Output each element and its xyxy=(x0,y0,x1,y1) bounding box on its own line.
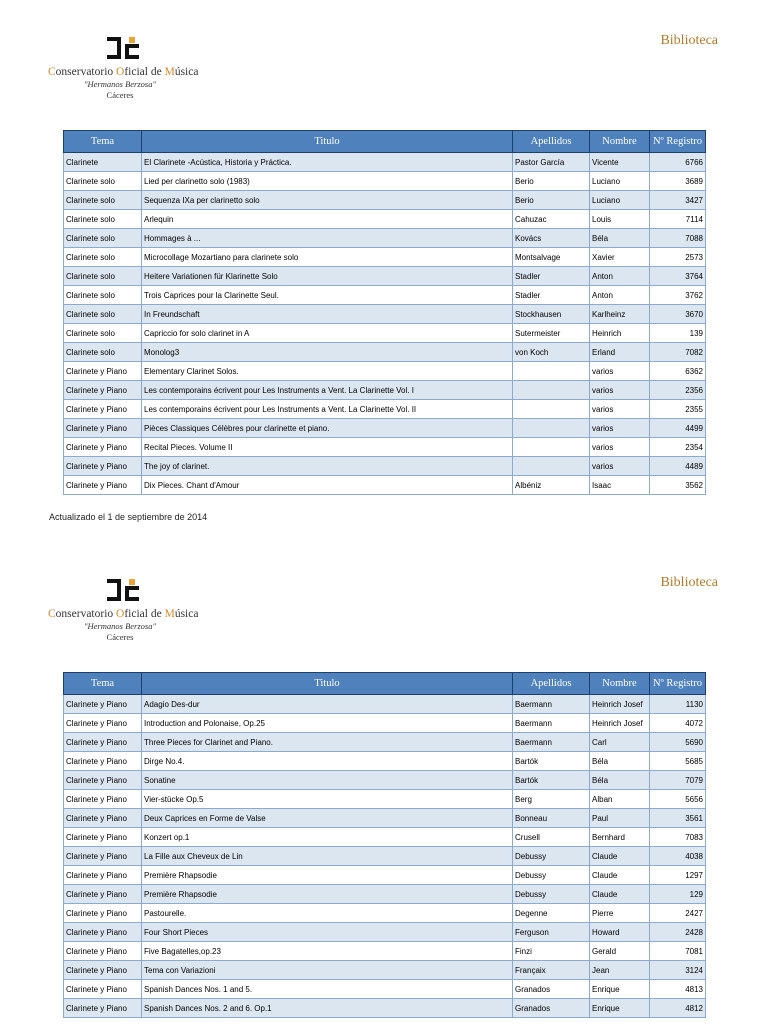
cell-titulo: La Fille aux Cheveux de Lin xyxy=(142,847,513,866)
cell-nombre: Xavier xyxy=(590,248,650,267)
cell-nombre: varios xyxy=(590,400,650,419)
cell-apellidos: Stadler xyxy=(513,286,590,305)
cell-titulo: Hommages à ... xyxy=(142,229,513,248)
cell-apellidos xyxy=(513,381,590,400)
cell-tema: Clarinete xyxy=(64,153,142,172)
cell-nombre: Paul xyxy=(590,809,650,828)
cell-nombre: Alban xyxy=(590,790,650,809)
cell-titulo: Sequenza IXa per clarinetto solo xyxy=(142,191,513,210)
cell-tema: Clarinete y Piano xyxy=(64,381,142,400)
cell-registro: 2354 xyxy=(650,438,706,457)
cell-nombre: Enrique xyxy=(590,980,650,999)
cell-tema: Clarinete solo xyxy=(64,343,142,362)
table-row xyxy=(64,476,706,495)
table-row xyxy=(64,809,706,828)
cell-apellidos: Ferguson xyxy=(513,923,590,942)
cell-registro: 7088 xyxy=(650,229,706,248)
cell-nombre: Béla xyxy=(590,771,650,790)
table-row xyxy=(64,961,706,980)
cell-tema: Clarinete y Piano xyxy=(64,419,142,438)
cell-registro: 3562 xyxy=(650,476,706,495)
cell-tema: Clarinete y Piano xyxy=(64,695,142,714)
cell-titulo: Three Pieces for Clarinet and Piano. xyxy=(142,733,513,752)
cell-apellidos: Sutermeister xyxy=(513,324,590,343)
cell-registro: 6766 xyxy=(650,153,706,172)
cell-titulo: Introduction and Polonaise, Op.25 xyxy=(142,714,513,733)
cell-registro: 2427 xyxy=(650,904,706,923)
cell-nombre: Claude xyxy=(590,866,650,885)
column-header-tema: Tema xyxy=(64,673,142,695)
cell-registro: 7081 xyxy=(650,942,706,961)
cell-titulo: Spanish Dances Nos. 1 and 5. xyxy=(142,980,513,999)
org-subname: "Hermanos Berzosa" xyxy=(83,621,157,631)
cell-registro: 4499 xyxy=(650,419,706,438)
cell-apellidos: Baermann xyxy=(513,695,590,714)
cell-nombre: varios xyxy=(590,438,650,457)
cell-titulo: Five Bagatelles,op.23 xyxy=(142,942,513,961)
cell-tema: Clarinete y Piano xyxy=(64,476,142,495)
table-row xyxy=(64,267,706,286)
cell-nombre: Bernhard xyxy=(590,828,650,847)
cell-tema: Clarinete y Piano xyxy=(64,923,142,942)
cell-tema: Clarinete y Piano xyxy=(64,714,142,733)
cell-registro: 4489 xyxy=(650,457,706,476)
cell-titulo: In Freundschaft xyxy=(142,305,513,324)
cell-nombre: Luciano xyxy=(590,191,650,210)
table-row xyxy=(64,923,706,942)
cell-apellidos: Stockhausen xyxy=(513,305,590,324)
cell-tema: Clarinete y Piano xyxy=(64,999,142,1018)
cell-titulo: Elementary Clarinet Solos. xyxy=(142,362,513,381)
cell-titulo: Deux Caprices en Forme de Valse xyxy=(142,809,513,828)
table-row xyxy=(64,733,706,752)
cell-apellidos: Bonneau xyxy=(513,809,590,828)
cell-registro: 4072 xyxy=(650,714,706,733)
cell-tema: Clarinete solo xyxy=(64,229,142,248)
table-row xyxy=(64,229,706,248)
cell-registro: 129 xyxy=(650,885,706,904)
org-city: Cáceres xyxy=(106,90,134,100)
table-row xyxy=(64,866,706,885)
cell-nombre: Claude xyxy=(590,885,650,904)
cell-titulo: Recital Pieces. Volume II xyxy=(142,438,513,457)
cell-registro: 2428 xyxy=(650,923,706,942)
cell-apellidos: Albéniz xyxy=(513,476,590,495)
column-header-nombre: Nombre xyxy=(590,673,650,695)
table-row xyxy=(64,362,706,381)
column-header-apellidos: Apellidos xyxy=(513,131,590,153)
cell-registro: 6362 xyxy=(650,362,706,381)
table-header-row xyxy=(64,673,706,695)
cell-nombre: varios xyxy=(590,457,650,476)
cell-nombre: Béla xyxy=(590,229,650,248)
logo-mark-icon xyxy=(107,37,139,61)
cell-apellidos xyxy=(513,457,590,476)
cell-apellidos: Bartók xyxy=(513,771,590,790)
table-row xyxy=(64,381,706,400)
catalog-table xyxy=(63,130,706,495)
cell-tema: Clarinete solo xyxy=(64,286,142,305)
cell-tema: Clarinete y Piano xyxy=(64,828,142,847)
cell-tema: Clarinete y Piano xyxy=(64,790,142,809)
cell-titulo: Vier-stücke Op.5 xyxy=(142,790,513,809)
cell-apellidos: Berg xyxy=(513,790,590,809)
cell-nombre: Heinrich Josef xyxy=(590,714,650,733)
cell-registro: 3561 xyxy=(650,809,706,828)
cell-titulo: Première Rhapsodie xyxy=(142,885,513,904)
cell-tema: Clarinete y Piano xyxy=(64,885,142,904)
cell-apellidos: Debussy xyxy=(513,866,590,885)
cell-titulo: Spanish Dances Nos. 2 and 6. Op.1 xyxy=(142,999,513,1018)
org-name: Conservatorio Oficial de Música xyxy=(48,66,199,78)
cell-nombre: Isaac xyxy=(590,476,650,495)
table-row xyxy=(64,790,706,809)
cell-titulo: Heitere Variationen für Klarinette Solo xyxy=(142,267,513,286)
cell-apellidos: Cahuzac xyxy=(513,210,590,229)
cell-apellidos: Stadler xyxy=(513,267,590,286)
cell-apellidos: Baermann xyxy=(513,714,590,733)
cell-apellidos: Baermann xyxy=(513,733,590,752)
cell-nombre: Carl xyxy=(590,733,650,752)
cell-titulo: Arlequin xyxy=(142,210,513,229)
cell-apellidos: von Koch xyxy=(513,343,590,362)
cell-apellidos: Kovács xyxy=(513,229,590,248)
cell-apellidos: Pastor García xyxy=(513,153,590,172)
cell-titulo: Dirge No.4. xyxy=(142,752,513,771)
table-row xyxy=(64,438,706,457)
cell-apellidos: Granados xyxy=(513,999,590,1018)
table-row xyxy=(64,191,706,210)
cell-registro: 1130 xyxy=(650,695,706,714)
table-row xyxy=(64,419,706,438)
cell-apellidos xyxy=(513,362,590,381)
table-row xyxy=(64,752,706,771)
cell-registro: 7082 xyxy=(650,343,706,362)
cell-nombre: Claude xyxy=(590,847,650,866)
cell-tema: Clarinete y Piano xyxy=(64,961,142,980)
cell-registro: 7083 xyxy=(650,828,706,847)
cell-registro: 3670 xyxy=(650,305,706,324)
cell-registro: 4812 xyxy=(650,999,706,1018)
cell-apellidos: Montsalvage xyxy=(513,248,590,267)
logo-mark-icon xyxy=(107,579,139,603)
cell-apellidos: Bartók xyxy=(513,752,590,771)
column-header-registro: Nº Registro xyxy=(650,131,706,153)
cell-titulo: Four Short Pieces xyxy=(142,923,513,942)
column-header-titulo: Titulo xyxy=(142,131,513,153)
cell-nombre: Howard xyxy=(590,923,650,942)
table-row xyxy=(64,904,706,923)
cell-tema: Clarinete y Piano xyxy=(64,847,142,866)
cell-apellidos: Crusell xyxy=(513,828,590,847)
table-row xyxy=(64,153,706,172)
column-header-nombre: Nombre xyxy=(590,131,650,153)
cell-registro: 3764 xyxy=(650,267,706,286)
cell-nombre: Enrique xyxy=(590,999,650,1018)
cell-titulo: Adagio Des-dur xyxy=(142,695,513,714)
cell-nombre: Vicente xyxy=(590,153,650,172)
column-header-apellidos: Apellidos xyxy=(513,673,590,695)
table-row xyxy=(64,172,706,191)
table-row xyxy=(64,248,706,267)
cell-nombre: Jean xyxy=(590,961,650,980)
org-name: Conservatorio Oficial de Música xyxy=(48,608,199,620)
cell-apellidos: Granados xyxy=(513,980,590,999)
table-row xyxy=(64,400,706,419)
cell-titulo: Dix Pieces. Chant d'Amour xyxy=(142,476,513,495)
cell-tema: Clarinete y Piano xyxy=(64,866,142,885)
cell-tema: Clarinete y Piano xyxy=(64,980,142,999)
catalog-table xyxy=(63,672,706,1018)
cell-apellidos: Debussy xyxy=(513,847,590,866)
cell-nombre: Erland xyxy=(590,343,650,362)
cell-titulo: Monolog3 xyxy=(142,343,513,362)
cell-tema: Clarinete solo xyxy=(64,267,142,286)
table-row xyxy=(64,714,706,733)
cell-nombre: Pierre xyxy=(590,904,650,923)
table-header-row xyxy=(64,131,706,153)
cell-tema: Clarinete y Piano xyxy=(64,771,142,790)
cell-registro: 139 xyxy=(650,324,706,343)
cell-tema: Clarinete solo xyxy=(64,210,142,229)
cell-titulo: Les contemporains écrivent pour Les Instruments a Vent. La Clarinette Vol. II xyxy=(142,400,513,419)
table-row xyxy=(64,828,706,847)
cell-registro: 3124 xyxy=(650,961,706,980)
cell-registro: 3762 xyxy=(650,286,706,305)
column-header-tema: Tema xyxy=(64,131,142,153)
cell-tema: Clarinete y Piano xyxy=(64,809,142,828)
table-row xyxy=(64,942,706,961)
table-row xyxy=(64,343,706,362)
cell-nombre: Karlheinz xyxy=(590,305,650,324)
cell-apellidos: Françaix xyxy=(513,961,590,980)
cell-nombre: Luciano xyxy=(590,172,650,191)
cell-apellidos xyxy=(513,419,590,438)
table-row xyxy=(64,305,706,324)
cell-registro: 5690 xyxy=(650,733,706,752)
cell-registro: 5656 xyxy=(650,790,706,809)
org-subname: "Hermanos Berzosa" xyxy=(83,79,157,89)
cell-nombre: varios xyxy=(590,419,650,438)
cell-tema: Clarinete y Piano xyxy=(64,362,142,381)
cell-tema: Clarinete y Piano xyxy=(64,457,142,476)
cell-nombre: Gerald xyxy=(590,942,650,961)
section-title: Biblioteca xyxy=(660,575,718,590)
updated-note: Actualizado el 1 de septiembre de 2014 xyxy=(49,512,208,522)
table-row xyxy=(64,286,706,305)
cell-registro: 2355 xyxy=(650,400,706,419)
table-row xyxy=(64,695,706,714)
cell-apellidos: Berio xyxy=(513,191,590,210)
cell-tema: Clarinete y Piano xyxy=(64,904,142,923)
cell-tema: Clarinete y Piano xyxy=(64,438,142,457)
cell-nombre: Heinrich Josef xyxy=(590,695,650,714)
cell-nombre: Louis xyxy=(590,210,650,229)
cell-registro: 2573 xyxy=(650,248,706,267)
cell-tema: Clarinete solo xyxy=(64,305,142,324)
table-row xyxy=(64,999,706,1018)
cell-titulo: Tema con Variazioni xyxy=(142,961,513,980)
cell-titulo: Les contemporains écrivent pour Les Instruments a Vent. La Clarinette Vol. I xyxy=(142,381,513,400)
cell-titulo: Lied per clarinetto solo (1983) xyxy=(142,172,513,191)
column-header-titulo: Titulo xyxy=(142,673,513,695)
cell-tema: Clarinete y Piano xyxy=(64,942,142,961)
cell-nombre: varios xyxy=(590,381,650,400)
cell-apellidos xyxy=(513,438,590,457)
cell-apellidos xyxy=(513,400,590,419)
cell-titulo: Microcollage Mozartiano para clarinete solo xyxy=(142,248,513,267)
cell-nombre: Béla xyxy=(590,752,650,771)
cell-tema: Clarinete solo xyxy=(64,191,142,210)
cell-registro: 3689 xyxy=(650,172,706,191)
cell-titulo: Première Rhapsodie xyxy=(142,866,513,885)
table-row xyxy=(64,771,706,790)
org-city: Cáceres xyxy=(106,632,134,642)
section-title: Biblioteca xyxy=(660,33,718,48)
table-row xyxy=(64,457,706,476)
cell-tema: Clarinete solo xyxy=(64,248,142,267)
cell-tema: Clarinete solo xyxy=(64,324,142,343)
cell-nombre: Anton xyxy=(590,267,650,286)
table-row xyxy=(64,980,706,999)
cell-titulo: El Clarinete -Acústica, Historia y Práctica. xyxy=(142,153,513,172)
table-row xyxy=(64,210,706,229)
column-header-registro: Nº Registro xyxy=(650,673,706,695)
table-row xyxy=(64,324,706,343)
cell-nombre: Anton xyxy=(590,286,650,305)
cell-tema: Clarinete y Piano xyxy=(64,733,142,752)
cell-titulo: Trois Caprices pour la Clarinette Seul. xyxy=(142,286,513,305)
cell-registro: 1297 xyxy=(650,866,706,885)
cell-nombre: Heinrich xyxy=(590,324,650,343)
cell-registro: 4813 xyxy=(650,980,706,999)
cell-titulo: Sonatine xyxy=(142,771,513,790)
cell-apellidos: Berio xyxy=(513,172,590,191)
cell-registro: 4038 xyxy=(650,847,706,866)
cell-titulo: Pastourelle. xyxy=(142,904,513,923)
cell-titulo: Konzert op.1 xyxy=(142,828,513,847)
table-row xyxy=(64,885,706,904)
cell-titulo: Capriccio for solo clarinet in A xyxy=(142,324,513,343)
cell-tema: Clarinete y Piano xyxy=(64,400,142,419)
table-row xyxy=(64,847,706,866)
cell-registro: 5685 xyxy=(650,752,706,771)
cell-tema: Clarinete y Piano xyxy=(64,752,142,771)
cell-apellidos: Debussy xyxy=(513,885,590,904)
cell-registro: 7079 xyxy=(650,771,706,790)
cell-apellidos: Finzi xyxy=(513,942,590,961)
cell-tema: Clarinete solo xyxy=(64,172,142,191)
cell-registro: 2356 xyxy=(650,381,706,400)
cell-registro: 3427 xyxy=(650,191,706,210)
cell-apellidos: Degenne xyxy=(513,904,590,923)
cell-nombre: varios xyxy=(590,362,650,381)
cell-titulo: Pièces Classiques Célèbres pour clarinette et piano. xyxy=(142,419,513,438)
cell-registro: 7114 xyxy=(650,210,706,229)
cell-titulo: The joy of clarinet. xyxy=(142,457,513,476)
